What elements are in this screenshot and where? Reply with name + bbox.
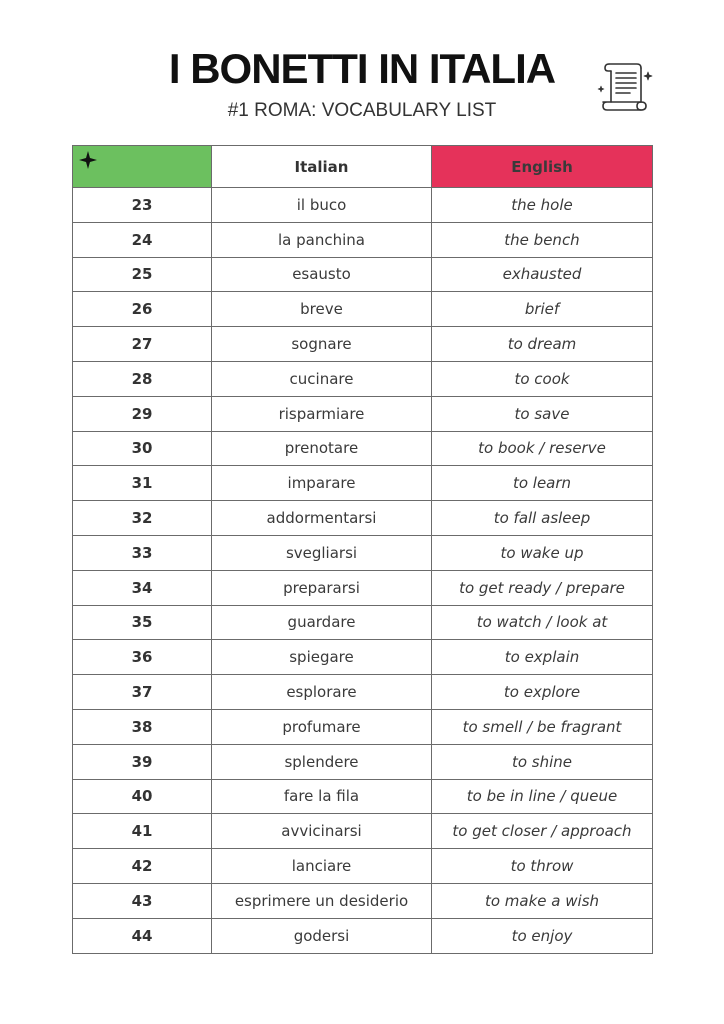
table-row (73, 466, 653, 501)
english-translation: to be in line / queue (432, 779, 653, 814)
page-title: I BONETTI IN ITALIA (168, 45, 556, 92)
english-translation: to dream (432, 327, 653, 362)
italian-word: svegliarsi (212, 535, 432, 570)
row-number: 25 (73, 257, 212, 292)
italian-word: esplorare (212, 675, 432, 710)
italian-word: cucinare (212, 361, 432, 396)
row-number: 38 (73, 709, 212, 744)
page-subtitle: #1 ROMA: VOCABULARY LIST (227, 100, 497, 121)
table-row (73, 918, 653, 953)
english-translation: to throw (432, 849, 653, 884)
row-number: 43 (73, 883, 212, 918)
english-translation: to get ready / prepare (432, 570, 653, 605)
italian-word: sognare (212, 327, 432, 362)
table-row (73, 327, 653, 362)
table-row (73, 188, 653, 223)
english-translation: to get closer / approach (432, 814, 653, 849)
table-row (73, 883, 653, 918)
italian-word: risparmiare (212, 396, 432, 431)
table-header-row (73, 146, 653, 188)
english-translation: to smell / be fragrant (432, 709, 653, 744)
english-translation: to book / reserve (432, 431, 653, 466)
italian-word: il buco (212, 188, 432, 223)
english-translation: to learn (432, 466, 653, 501)
italian-word: addormentarsi (212, 501, 432, 536)
english-translation: to shine (432, 744, 653, 779)
row-number: 31 (73, 466, 212, 501)
english-translation: to explore (432, 675, 653, 710)
header-number (73, 146, 212, 188)
english-translation: to wake up (432, 535, 653, 570)
row-number: 30 (73, 431, 212, 466)
english-translation: the hole (432, 188, 653, 223)
row-number: 39 (73, 744, 212, 779)
table-row (73, 709, 653, 744)
scroll-icon (597, 56, 653, 116)
english-translation: exhausted (432, 257, 653, 292)
row-number: 29 (73, 396, 212, 431)
row-number: 23 (73, 188, 212, 223)
row-number: 32 (73, 501, 212, 536)
row-number: 27 (73, 327, 212, 362)
table-row (73, 535, 653, 570)
table-row (73, 257, 653, 292)
italian-word: lanciare (212, 849, 432, 884)
row-number: 41 (73, 814, 212, 849)
table-row (73, 849, 653, 884)
row-number: 28 (73, 361, 212, 396)
table-row (73, 396, 653, 431)
italian-word: imparare (212, 466, 432, 501)
italian-word: breve (212, 292, 432, 327)
table-row (73, 501, 653, 536)
row-number: 26 (73, 292, 212, 327)
italian-word: fare la fila (212, 779, 432, 814)
table-row (73, 744, 653, 779)
english-translation: to save (432, 396, 653, 431)
english-translation: to cook (432, 361, 653, 396)
italian-word: prenotare (212, 431, 432, 466)
italian-word: splendere (212, 744, 432, 779)
table-row (73, 222, 653, 257)
italian-word: profumare (212, 709, 432, 744)
row-number: 42 (73, 849, 212, 884)
english-translation: to make a wish (432, 883, 653, 918)
table-row (73, 431, 653, 466)
italian-word: godersi (212, 918, 432, 953)
row-number: 44 (73, 918, 212, 953)
table-row (73, 675, 653, 710)
english-translation: to watch / look at (432, 605, 653, 640)
italian-word: spiegare (212, 640, 432, 675)
english-translation: to explain (432, 640, 653, 675)
row-number: 33 (73, 535, 212, 570)
table-row (73, 361, 653, 396)
row-number: 37 (73, 675, 212, 710)
row-number: 34 (73, 570, 212, 605)
italian-word: la panchina (212, 222, 432, 257)
italian-word: esausto (212, 257, 432, 292)
table-row (73, 779, 653, 814)
row-number: 40 (73, 779, 212, 814)
table-row (73, 640, 653, 675)
table-row (73, 814, 653, 849)
row-number: 24 (73, 222, 212, 257)
row-number: 36 (73, 640, 212, 675)
header-italian: Italian (212, 146, 432, 188)
header-english: English (432, 146, 653, 188)
italian-word: esprimere un desiderio (212, 883, 432, 918)
table-row (73, 570, 653, 605)
table-row (73, 292, 653, 327)
english-translation: to enjoy (432, 918, 653, 953)
english-translation: the bench (432, 222, 653, 257)
table-row (73, 605, 653, 640)
row-number: 35 (73, 605, 212, 640)
english-translation: brief (432, 292, 653, 327)
italian-word: avvicinarsi (212, 814, 432, 849)
italian-word: prepararsi (212, 570, 432, 605)
italian-word: guardare (212, 605, 432, 640)
vocabulary-table (72, 145, 653, 954)
sparkle-icon (79, 151, 97, 169)
english-translation: to fall asleep (432, 501, 653, 536)
